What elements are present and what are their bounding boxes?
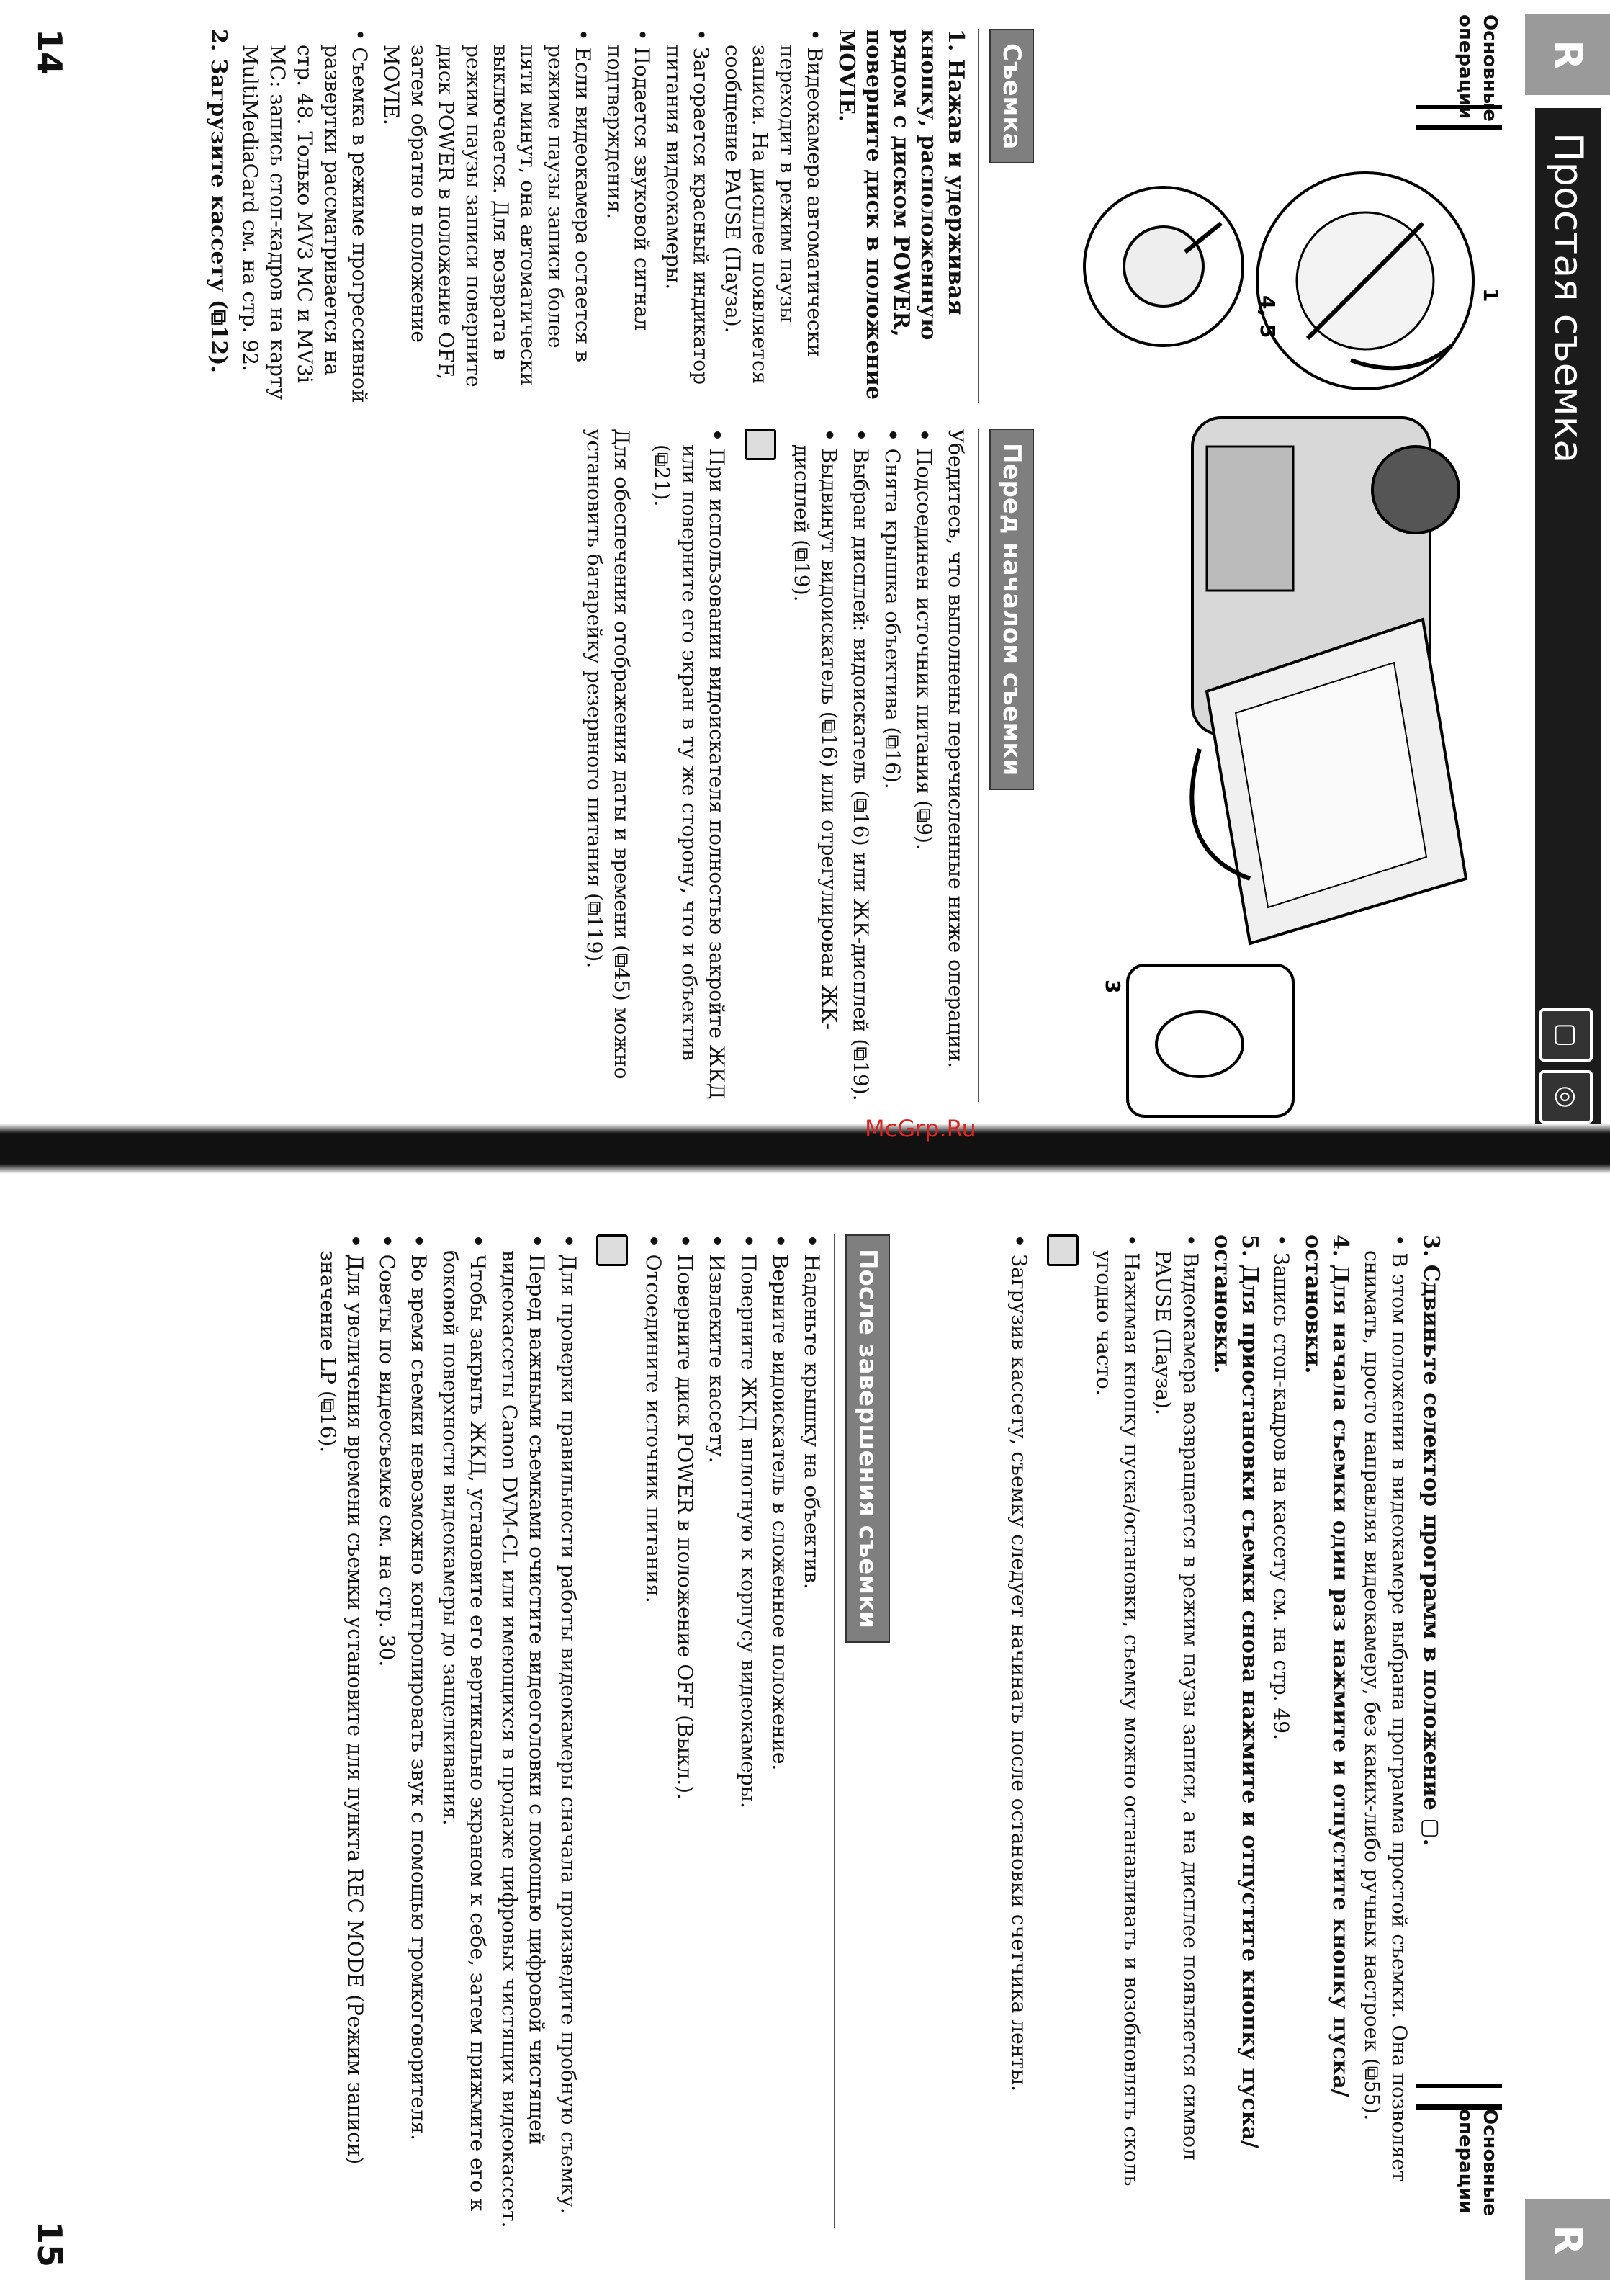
step-note: • Видеокамера автоматически переходит в режим паузы записи. На дисплее появляется сообщение PAUSE (Пауза). xyxy=(719,29,828,403)
step-note: • Загорается красный индикатор питания видеокамеры. xyxy=(660,29,714,403)
note-text: • При использовании видоискателя полностью закройте ЖКД или поверните его экран в ту же сторону, что и объектив (⧉21). xyxy=(648,429,730,1102)
note-icon xyxy=(1047,1234,1079,1266)
before-section xyxy=(576,429,1034,1102)
step-5: 5. Для приостановки съемки снова нажмите и отпустите кнопку пуска/остановки. xyxy=(1210,1234,1262,2148)
page-15 xyxy=(0,1148,1610,2296)
list-item: • Поверните диск POWER в положение OFF (Выкл.). xyxy=(671,1234,698,2228)
after-section xyxy=(310,1234,890,2228)
note-text: • Для увеличения времени съемки установите для пункта REC MODE (Режим записи) значение LP (⧉16). xyxy=(314,1234,369,2228)
note-text: • Советы по видеосъемке см. на стр. 30. xyxy=(373,1234,400,2228)
step-2: 2. Загрузите кассету (⧉12). xyxy=(206,29,231,373)
page-number: 14 xyxy=(30,29,69,76)
callout-1: 1 xyxy=(1479,288,1503,302)
note-text: • Во время съемки невозможно контролировать звук с помощью громкоговорителя. xyxy=(405,1234,432,2228)
note-text: • Загрузив кассету, съемку следует начинать после остановки счетчика ленты. xyxy=(1005,1234,1033,2228)
list-item: • Верните видоискатель в сложенное положение. xyxy=(766,1234,793,2228)
list-item: • Выбран дисплей: видоискатель (⧉16) или ЖК-дисплей (⧉19). xyxy=(847,429,874,1102)
mode-icons xyxy=(1539,1008,1593,1124)
tape-icon: ◎ xyxy=(1539,1070,1593,1124)
battery-para: Для обеспечения отображения даты и времени (⧉45) можно установить батарейку резервного питания (⧉119). xyxy=(583,429,634,1080)
note-icon xyxy=(596,1234,628,1266)
note-text: • Чтобы закрыть ЖКД, установите его вертикально экраном к себе, затем прижмите его к боковой поверхности видеокамеры до защелкивания. xyxy=(436,1234,491,2228)
section-tag: Основные операции xyxy=(1454,2109,1501,2216)
program-selector-closeup xyxy=(1101,965,1293,1116)
heading-before: Перед началом съемки xyxy=(989,429,1034,790)
step-note: • Если видеокамера остается в режиме паузы записи более пяти минут, она автоматически выключается. Для возврата в режим паузы записи поверните диск POWER в положение OFF, затем обратно в положение MOVIE. xyxy=(377,29,596,403)
step-3: 3. Сдвиньте селектор программ в положение ▢. xyxy=(1418,1234,1444,1847)
before-intro: Убедитесь, что выполнены перечисленные ниже операции. xyxy=(944,429,968,1069)
watermark: McGrp.Ru xyxy=(865,1115,976,1142)
heading-after: После завершения съемки xyxy=(845,1234,890,1643)
step-note: • Съемка в режиме прогрессивной развертки рассматривается на стр. 48. Только MV3 MC и MV3i MC: запись стоп-кадров на карту MultiMediaCard см. на стр. 92. xyxy=(236,29,373,403)
page-title-text: Простая съемка xyxy=(1546,133,1591,464)
list-item: • Извлеките кассету. xyxy=(703,1234,730,2228)
language-tab: R xyxy=(1525,14,1610,95)
callout-3: 3 xyxy=(1101,979,1125,994)
page-title xyxy=(1535,108,1601,1145)
note-text: • Для проверки правильности работы видеокамеры сначала произведите пробную съемку. xyxy=(554,1234,582,2228)
step-note: • Видеокамера возвращается в режим паузы записи, а на дисплее появляется символ PAUSE (Пауза). xyxy=(1149,1234,1204,2228)
shoot-section xyxy=(200,29,1034,403)
step-4: 4. Для начала съемки один раз нажмите и отпустите кнопку пуска/остановки. xyxy=(1300,1234,1353,2097)
step-note: • Запись стоп-кадров на кассету см. на стр. 49. xyxy=(1267,1234,1295,2228)
callout-4-5: 4, 5 xyxy=(1256,295,1280,338)
list-item: • Отсоедините источник питания. xyxy=(639,1234,667,2228)
heading-shoot: Съемка xyxy=(989,29,1034,163)
steps-continued xyxy=(1001,1234,1444,2228)
list-item: • Поверните ЖКД вплотную к корпусу видеокамеры. xyxy=(734,1234,762,2228)
language-tab: R xyxy=(1525,2199,1610,2280)
step-1: 1. Нажав и удерживая кнопку, расположенную рядом с диском POWER, поверните диск в положение MOVIE. xyxy=(834,29,968,400)
step-note: • Подается звуковой сигнал подтверждения. xyxy=(601,29,655,403)
step-note: • Нажимая кнопку пуска/остановки, съемку можно останавливать и возобновлять сколь угодно часто. xyxy=(1090,1234,1145,2228)
easy-recording-icon: ▢ xyxy=(1539,1008,1593,1062)
page-number: 15 xyxy=(30,2221,69,2268)
step-note: • В этом положении в видеокамере выбрана программа простой съемки. Она позволяет снимать, просто направляя видеокамеру, без каких-либо ручных настроек (⧉55). xyxy=(1358,1234,1413,2228)
section-tag: Основные операции xyxy=(1454,14,1501,122)
list-item: • Наденьте крышку на объектив. xyxy=(798,1234,825,2228)
note-icon xyxy=(745,429,776,460)
list-item: • Выдвинут видоискатель (⧉16) или отрегулирован ЖК-дисплей (⧉19). xyxy=(788,429,842,1102)
list-item: • Подсоединен источник питания (⧉9). xyxy=(910,429,937,1102)
note-text: • Перед важными съемками очистите видеоголовки с помощью цифровой чистящей видеокассеты Canon DVM-CL или имеющихся в продаже цифровых чистящих видеокассет. xyxy=(495,1234,550,2228)
list-item: • Снята крышка объектива (⧉16). xyxy=(878,429,906,1102)
camera-illustration xyxy=(1048,115,1509,1138)
